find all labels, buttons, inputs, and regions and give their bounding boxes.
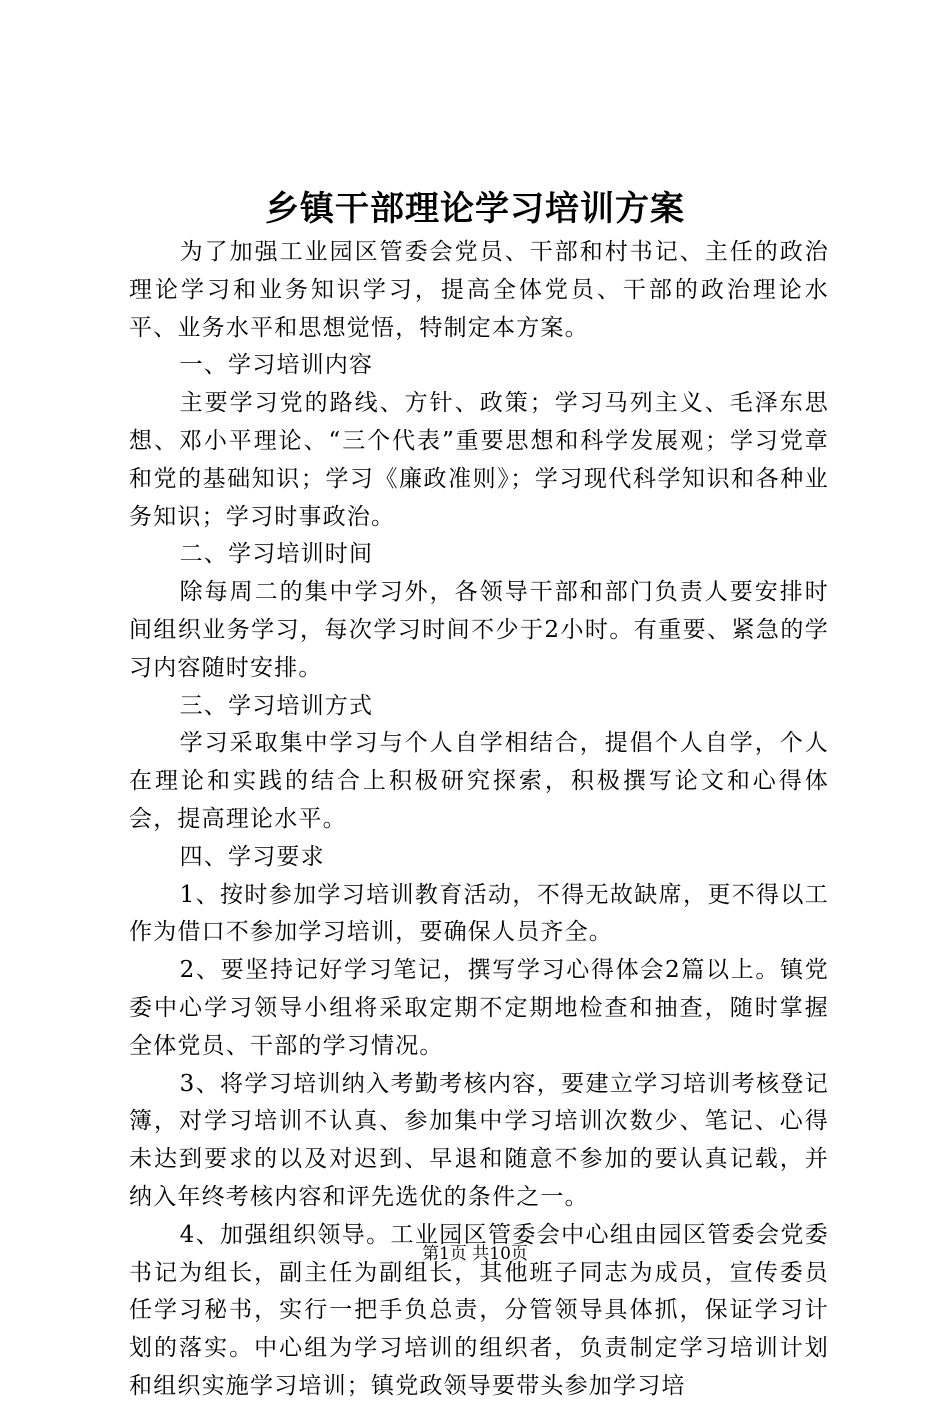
section-heading-1: 一、学习培训内容 [179,352,374,379]
requirement-item-3: 3、将学习培训纳入考勤考核内容，要建立学习培训考核登记簿，对学习培训不认真、参加集中学习培训次数少、笔记、心得未达到要求的以及对迟到、早退和随意不参加的要认真记载，并纳入年终考核内容和评先选优的条件之一。 [129,1070,829,1210]
paragraph-intro: 为了加强工业园区管委会党员、干部和村书记、主任的政治理论学习和业务知识学习，提高全体党员、干部的政治理论水平、业务水平和思想觉悟，特制定本方案。 [129,239,829,341]
section-heading-3: 三、学习培训方式 [179,692,374,719]
section-heading-4: 四、学习要求 [179,843,325,870]
paragraph-time: 除每周二的集中学习外，各领导干部和部门负责人要安排时间组织业务学习，每次学习时间不少于2小时。有重要、紧急的学习内容随时安排。 [129,579,829,681]
page-number-footer: 第1页 共10页 [422,1244,528,1264]
requirement-item-2: 2、要坚持记好学习笔记，撰写学习心得体会2篇以上。镇党委中心学习领导小组将采取定期不定期地检查和抽查，随时掌握全体党员、干部的学习情况。 [129,957,829,1059]
section-heading-2: 二、学习培训时间 [179,541,374,568]
document-body [129,234,829,1406]
requirement-item-1: 1、按时参加学习培训教育活动，不得无故缺席，更不得以工作为借口不参加学习培训，要确保人员齐全。 [129,881,829,946]
paragraph-method: 学习采取集中学习与个人自学相结合，提倡个人自学，个人在理论和实践的结合上积极研究探索，积极撰写论文和心得体会，提高理论水平。 [129,730,829,832]
paragraph-content: 主要学习党的路线、方针、政策；学习马列主义、毛泽东思想、邓小平理论、“三个代表”重要思想和科学发展观；学习党章和党的基础知识；学习《廉政准则》；学习现代科学知识和各种业务知识；学习时事政治。 [129,390,829,530]
document-title: 乡镇干部理论学习培训方案 [265,189,685,229]
requirement-item-4: 4、加强组织领导。工业园区管委会中心组由园区管委会党委书记为组长，副主任为副组长，其他班子同志为成员，宣传委员任学习秘书，实行一把手负总责，分管领导具体抓，保证学习计划的落实。中心组为学习培训的组织者，负责制定学习培训计划和组织实施学习培训；镇党政领导要带头参加学习培 [129,1221,829,1399]
